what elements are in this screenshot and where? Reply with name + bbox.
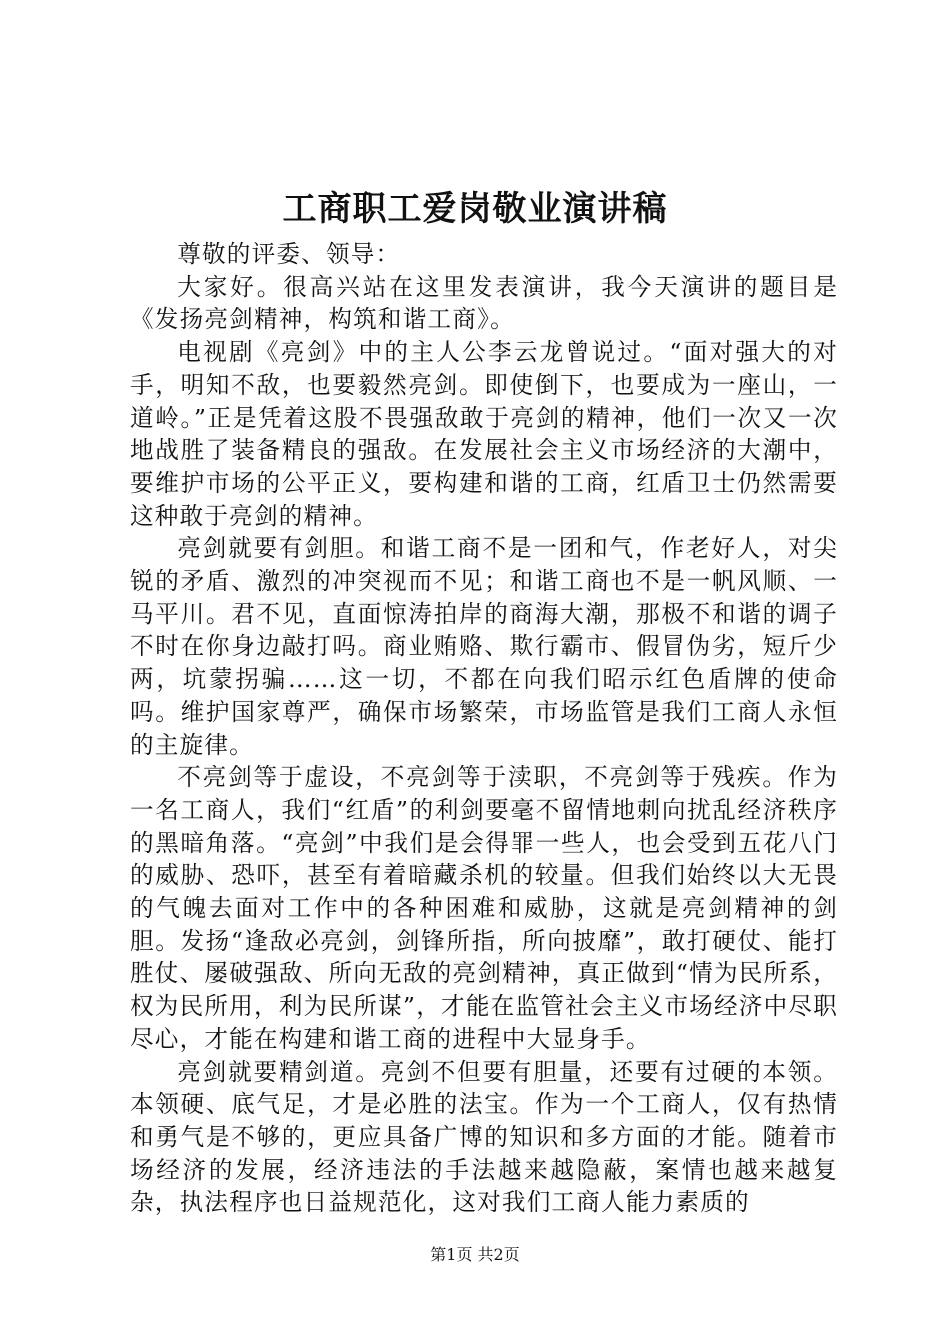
document-title: 工商职工爱岗敬业演讲稿 (282, 189, 668, 229)
paragraph-intro: 电视剧《亮剑》中的主人公李云龙曾说过。“面对强大的对手，明知不敌，也要毅然亮剑。即使倒下，也要成为一座山，一道岭。”正是凭着这股不畏强敌敢于亮剑的精神，他们一次又一次地战胜了装备精良的强敌。在发展社会主义市场经济的大潮中，要维护市场的公平正义，要构建和谐的工商，红盾卫士仍然需要这种敢于亮剑的精神。 (130, 338, 838, 530)
paragraph-greeting: 大家好。很高兴站在这里发表演讲，我今天演讲的题目是《发扬亮剑精神，构筑和谐工商》。 (130, 272, 838, 334)
paragraph-duty: 不亮剑等于虚设，不亮剑等于渎职，不亮剑等于残疾。作为一名工商人，我们“红盾”的利剑要毫不留情地刺向扰乱经济秩序的黑暗角落。“亮剑”中我们是会得罪一些人，也会受到五花八门的威胁、恐吓，甚至有着暗藏杀机的较量。但我们始终以大无畏的气魄去面对工作中的各种困难和威胁，这就是亮剑精神的剑胆。发扬“逢敌必亮剑，剑锋所指，所向披靡”，敢打硬仗、能打胜仗、屡破强敌、所向无敌的亮剑精神，真正做到“情为民所系，权为民所用，利为民所谋”，才能在监管社会主义市场经济中尽职尽心，才能在构建和谐工商的进程中大显身手。 (130, 763, 838, 1053)
paragraph-salutation: 尊敬的评委、领导： (177, 240, 401, 268)
paragraph-courage: 亮剑就要有剑胆。和谐工商不是一团和气，作老好人，对尖锐的矛盾、激烈的冲突视而不见；和谐工商也不是一帆风顺、一马平川。君不见，直面惊涛拍岸的商海大潮，那极不和谐的调子不时在你身边敲打吗。商业贿赂、欺行霸市、假冒伪劣，短斤少两，坑蒙拐骗……这一切，不都在向我们昭示红色盾牌的使命吗。维护国家尊严，确保市场繁荣，市场监管是我们工商人永恒的主旋律。 (130, 534, 838, 759)
paragraph-skill: 亮剑就要精剑道。亮剑不但要有胆量，还要有过硬的本领。本领硬、底气足，才是必胜的法宝。作为一个工商人，仅有热情和勇气是不够的，更应具备广博的知识和多方面的才能。随着市场经济的发展，经济违法的手法越来越隐蔽，案情也越来越复杂，执法程序也日益规范化，这对我们工商人能力素质的 (130, 1057, 838, 1217)
document-body (130, 238, 838, 1219)
page-number-footer: 第1页 共2页 (430, 1245, 520, 1264)
